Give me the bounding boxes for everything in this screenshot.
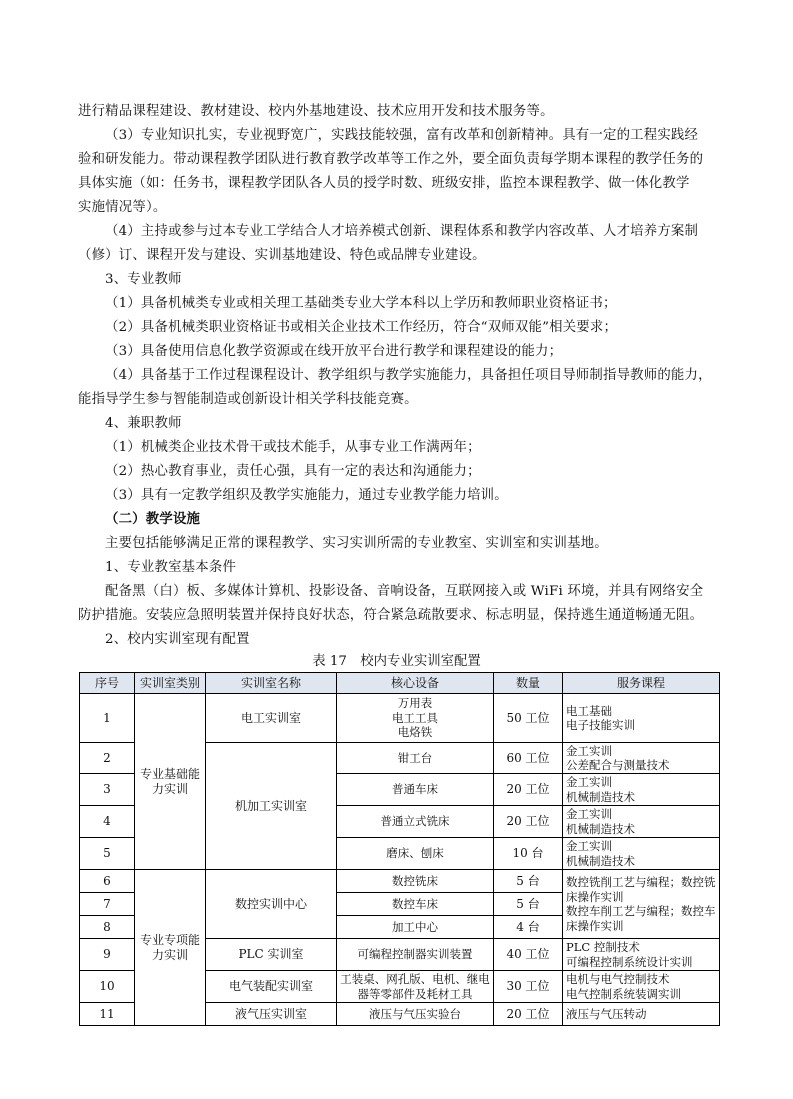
row-number: 9	[80, 939, 135, 971]
section-heading: 2、校内实训室现有配置	[105, 632, 250, 647]
course-cell: 电机与电气控制技术 电气控制系统装调实训	[563, 971, 720, 1003]
list-item: （3）具备使用信息化教学资源或在线开放平台进行教学和课程建设的能力；	[105, 344, 563, 359]
list-item: （4）具备基于工作过程课程设计、教学组织与教学实施能力，具备担任项目导师制指导教师的能力，	[105, 368, 712, 383]
course-cell: 金工实训 机械制造技术	[563, 838, 720, 870]
course-cell: 金工实训 公差配合与测量技术	[563, 743, 720, 774]
row-number: 11	[80, 1003, 135, 1026]
room-name-cell: 机加工实训室	[206, 743, 337, 870]
equipment-cell: 普通车床	[337, 774, 494, 806]
paragraph-line: 验和研发能力。带动课程教学团队进行教育教学改革等工作之外，要全面负责每学期本课程的教学任务的	[78, 152, 704, 167]
room-name-cell: 数控实训中心	[206, 870, 337, 939]
header-cell: 实训室名称	[206, 673, 337, 694]
paragraph-line: （3）专业知识扎实，专业视野宽广，实践技能较强，富有改革和创新精神。具有一定的工程实践经	[105, 128, 699, 143]
header-cell: 数量	[494, 673, 563, 694]
paragraph-line: （修）订、课程开发与建设、实训基地建设、特色或品牌专业建设。	[78, 248, 486, 263]
list-item: （2）热心教育事业，责任心强，具有一定的表达和沟通能力；	[105, 464, 481, 479]
quantity-cell: 50 工位	[494, 694, 563, 743]
header-cell: 实训室类别	[135, 673, 206, 694]
section-heading-bold: （二）教学设施	[105, 512, 201, 527]
quantity-cell: 60 工位	[494, 743, 563, 774]
paragraph-line: 进行精品课程建设、教材建设、校内外基地建设、技术应用开发和技术服务等。	[78, 104, 554, 119]
row-number: 10	[80, 971, 135, 1003]
section-heading: 4、兼职教师	[105, 416, 182, 431]
equipment-cell: 可编程控制器实训装置	[337, 939, 494, 971]
category-cell: 专业专项能 力实训	[135, 870, 206, 1026]
table-caption: 表 17 校内专业实训室配置	[312, 654, 481, 669]
quantity-cell: 5 台	[494, 893, 563, 916]
table-header-row	[80, 673, 720, 694]
row-number: 1	[80, 694, 135, 743]
course-cell: PLC 控制技术 可编程控制系统设计实训	[563, 939, 720, 971]
quantity-cell: 30 工位	[494, 971, 563, 1003]
row-number: 8	[80, 916, 135, 939]
course-cell: 数控铣削工艺与编程；数控铣 床操作实训 数控车削工艺与编程；数控车 床操作实训	[563, 870, 720, 939]
equipment-cell: 普通立式铣床	[337, 806, 494, 838]
row-number: 7	[80, 893, 135, 916]
course-cell: 金工实训 机械制造技术	[563, 806, 720, 838]
list-item: （3）具有一定教学组织及教学实施能力，通过专业教学能力培训。	[105, 488, 508, 503]
row-number: 2	[80, 743, 135, 774]
list-item: （1）机械类企业技术骨干或技术能手，从事专业工作满两年；	[105, 440, 481, 455]
training-room-table	[79, 672, 720, 1026]
row-number: 3	[80, 774, 135, 806]
paragraph-line: 防护措施。安装应急照明装置并保持良好状态，符合紧急疏散要求、标志明显，保持逃生通道畅通无阻。	[78, 608, 704, 623]
equipment-cell: 数控铣床	[337, 870, 494, 893]
quantity-cell: 40 工位	[494, 939, 563, 971]
course-cell: 电工基础 电子技能实训	[563, 694, 720, 743]
paragraph-line: 能指导学生参与智能制造或创新设计相关学科技能竞赛。	[78, 392, 418, 407]
room-name-cell: 电工实训室	[206, 694, 337, 743]
equipment-cell: 液压与气压实验台	[337, 1003, 494, 1026]
paragraph-line: 具体实施（如：任务书，课程教学团队各人员的授学时数、班级安排，监控本课程教学、做一体化教学	[78, 176, 690, 191]
equipment-cell: 钳工台	[337, 743, 494, 774]
row-number: 6	[80, 870, 135, 893]
row-number: 4	[80, 806, 135, 838]
paragraph-line: （4）主持或参与过本专业工学结合人才培养模式创新、课程体系和教学内容改革、人才培养方案制	[105, 224, 699, 239]
room-name-cell: 电气装配实训室	[206, 971, 337, 1003]
quantity-cell: 4 台	[494, 916, 563, 939]
quantity-cell: 5 台	[494, 870, 563, 893]
header-cell: 序号	[80, 673, 135, 694]
equipment-cell: 万用表 电工工具 电烙铁	[337, 694, 494, 743]
quantity-cell: 20 工位	[494, 774, 563, 806]
list-item: （2）具备机械类职业资格证书或相关企业技术工作经历，符合“双师双能”相关要求；	[105, 320, 618, 335]
row-number: 5	[80, 838, 135, 870]
equipment-cell: 加工中心	[337, 916, 494, 939]
section-heading: 1、专业教室基本条件	[105, 560, 237, 575]
room-name-cell: PLC 实训室	[206, 939, 337, 971]
equipment-cell: 工装桌、网孔版、电机、继电 器等零部件及耗材工具	[337, 971, 494, 1003]
room-name-cell: 液气压实训室	[206, 1003, 337, 1026]
paragraph-line: 实施情况等）。	[78, 200, 167, 215]
course-cell: 金工实训 机械制造技术	[563, 774, 720, 806]
quantity-cell: 20 工位	[494, 1003, 563, 1026]
section-heading: 3、专业教师	[105, 272, 182, 287]
paragraph-line: 主要包括能够满足正常的课程教学、实习实训所需的专业教室、实训室和实训基地。	[105, 536, 608, 551]
list-item: （1）具备机械类专业或相关理工基础类专业大学本科以上学历和教师职业资格证书；	[105, 296, 617, 311]
category-cell: 专业基础能 力实训	[135, 694, 206, 870]
paragraph-line: 配备黑（白）板、多媒体计算机、投影设备、音响设备，互联网接入或 WiFi 环境，并具有网络安全	[105, 584, 704, 599]
header-cell: 核心设备	[337, 673, 494, 694]
equipment-cell: 数控车床	[337, 893, 494, 916]
quantity-cell: 10 台	[494, 838, 563, 870]
table-row	[80, 694, 720, 743]
table-row	[80, 870, 720, 893]
equipment-cell: 磨床、刨床	[337, 838, 494, 870]
header-cell: 服务课程	[563, 673, 720, 694]
quantity-cell: 20 工位	[494, 806, 563, 838]
course-cell: 液压与气压转动	[563, 1003, 720, 1026]
